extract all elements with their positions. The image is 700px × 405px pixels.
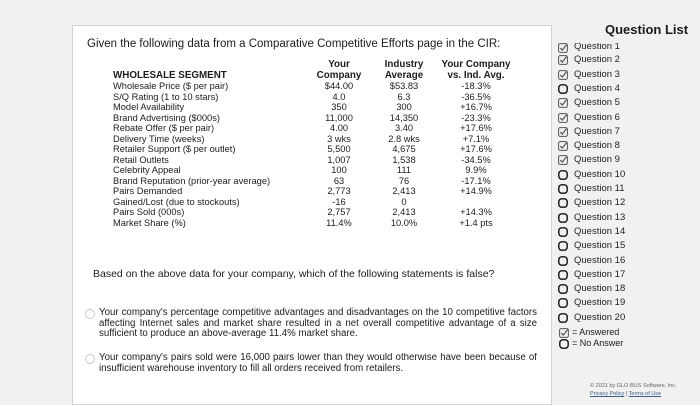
- vs-industry-value: 9.9%: [465, 165, 487, 175]
- row-label: Delivery Time (weeks): [113, 133, 205, 144]
- table-row: [113, 144, 511, 155]
- checkbox-check-icon: [558, 127, 568, 137]
- question-list-item[interactable]: [556, 282, 625, 296]
- circle-icon: [558, 256, 568, 266]
- header-average: Average: [384, 69, 424, 81]
- row-label: Retailer Support ($ per outlet): [113, 144, 236, 154]
- radio-button[interactable]: [85, 309, 95, 319]
- copyright-text: © 2021 by GLO-BUS Software, Inc.: [590, 383, 677, 389]
- table-row: [113, 92, 511, 103]
- your-company-value: 2,757: [327, 207, 351, 217]
- question-list-item[interactable]: [556, 53, 620, 67]
- circle-icon: [558, 84, 568, 94]
- header-vs-ind-avg: vs. Ind. Avg.: [447, 69, 505, 81]
- header-your-company: Your Company: [441, 59, 511, 70]
- industry-average-value: 2,413: [392, 207, 416, 217]
- industry-average-value: 1,538: [392, 154, 416, 165]
- vs-industry-value: +1.4 pts: [459, 217, 493, 228]
- checkbox-check-icon: [558, 43, 568, 53]
- question-list-label: Question 17: [574, 268, 626, 280]
- question-list-item[interactable]: [556, 239, 625, 253]
- industry-average-value: 76: [398, 175, 410, 186]
- your-company-value: 350: [331, 102, 347, 112]
- answer-text: Your company's percentage competitive advantages and disadvantages on the 10 competitive factors affecting Internet sales and market share resulted in a net overall competitive advantage of a size sufficient to produce an above-average 11.4% market share.: [99, 307, 537, 339]
- industry-average-value: 2.8 wks: [388, 133, 420, 144]
- circle-icon: [558, 184, 568, 194]
- vs-industry-value: -23.3%: [461, 112, 491, 123]
- table-row: [113, 207, 511, 218]
- row-label: Market Share (%): [113, 217, 186, 228]
- question-list-label: Question 9: [574, 154, 620, 166]
- circle-icon: [558, 198, 568, 208]
- terms-of-use-link[interactable]: Terms of Use: [628, 391, 662, 397]
- table-header-row: [113, 71, 511, 82]
- question-panel: [72, 25, 552, 405]
- table-row: [113, 218, 511, 229]
- answer-option-2[interactable]: [85, 353, 537, 377]
- vs-industry-value: -34.5%: [461, 154, 491, 165]
- header-industry: Industry: [384, 59, 424, 70]
- your-company-value: 1,007: [327, 154, 351, 165]
- checkbox-check-icon: [559, 328, 569, 338]
- legend-answered-label: = Answered: [572, 327, 620, 337]
- question-list-label: Question 8: [574, 140, 620, 152]
- question-list-label: Question 5: [574, 97, 620, 109]
- circle-icon: [558, 227, 568, 237]
- circle-icon: [558, 270, 568, 280]
- question-list-label: Question 2: [574, 54, 620, 66]
- question-list-item[interactable]: [556, 311, 625, 325]
- question-list-label: Question 7: [574, 125, 620, 137]
- status-legend: [559, 327, 623, 349]
- question-list-item[interactable]: [556, 43, 620, 53]
- circle-icon: [558, 241, 568, 251]
- circle-icon: [558, 213, 568, 223]
- table-row: [113, 155, 511, 166]
- industry-average-value: 14,350: [389, 112, 419, 123]
- table-row: [113, 165, 511, 176]
- question-list-item[interactable]: [556, 68, 620, 82]
- question-list-item[interactable]: [556, 82, 620, 96]
- industry-average-value: 6.3: [397, 91, 411, 102]
- vs-industry-value: +17.6%: [460, 144, 492, 154]
- table-header-row: [113, 60, 511, 71]
- circle-icon: [558, 284, 568, 294]
- checkbox-check-icon: [558, 55, 568, 65]
- legend-unanswered-label: = No Answer: [572, 338, 624, 348]
- vs-industry-value: +17.6%: [460, 123, 492, 133]
- your-company-value: 11.4%: [326, 217, 352, 228]
- header-blank: [113, 60, 311, 71]
- question-list-item[interactable]: [556, 168, 625, 182]
- your-company-value: 100: [331, 165, 347, 175]
- question-list-label: Question 4: [574, 82, 620, 94]
- your-company-value: 11,000: [325, 112, 353, 123]
- question-list-label: Question 3: [574, 68, 620, 80]
- table-row: [113, 81, 511, 92]
- industry-average-value: 0: [401, 196, 407, 207]
- header-your: Your: [328, 59, 350, 70]
- question-list-label: Question 13: [574, 211, 626, 223]
- your-company-value: 4.0: [332, 91, 346, 102]
- vs-industry-value: +14.3%: [460, 207, 492, 217]
- question-list-label: Question 10: [574, 168, 626, 180]
- cir-data-table: [113, 60, 511, 228]
- question-text: Based on the above data for your company, which of the following statements is false?: [93, 268, 495, 280]
- table-row: [113, 186, 511, 197]
- question-list-item[interactable]: [556, 296, 625, 310]
- question-list-item[interactable]: [556, 139, 620, 153]
- vs-industry-value: +14.9%: [460, 186, 492, 196]
- your-company-value: 5,500: [327, 144, 351, 154]
- answer-option-1[interactable]: [85, 308, 537, 340]
- table-row: [113, 176, 511, 187]
- table-row: [113, 134, 511, 145]
- vs-industry-value: +16.7%: [460, 102, 492, 112]
- legend-unanswered: [559, 338, 623, 349]
- checkbox-check-icon: [558, 113, 568, 123]
- row-label: Brand Advertising ($000s): [113, 112, 220, 123]
- question-list-item[interactable]: [556, 254, 625, 268]
- circle-icon: [558, 313, 568, 323]
- header-company: Company: [316, 69, 362, 81]
- question-list-label: Question 11: [574, 183, 625, 194]
- row-label: S/Q Rating (1 to 10 stars): [113, 91, 219, 102]
- table-row: [113, 123, 511, 134]
- question-list-item[interactable]: [556, 96, 620, 110]
- industry-average-value: 4,675: [392, 144, 416, 154]
- question-list-item[interactable]: [556, 182, 625, 196]
- checkbox-check-icon: [558, 155, 568, 165]
- question-list-item[interactable]: [556, 268, 625, 282]
- question-list-label: Question 14: [574, 225, 626, 237]
- question-list-item[interactable]: [556, 111, 620, 125]
- question-list-item[interactable]: [556, 196, 625, 210]
- question-list-item[interactable]: [556, 153, 620, 167]
- vs-industry-value: -18.3%: [461, 81, 491, 91]
- circle-icon: [559, 339, 569, 349]
- question-list-label: Question 12: [574, 197, 626, 209]
- industry-average-value: 3.40: [394, 123, 414, 133]
- industry-average-value: 10.0%: [390, 217, 418, 228]
- privacy-policy-link[interactable]: Privacy Policy: [590, 391, 625, 397]
- table-row: [113, 102, 511, 113]
- industry-average-value: 2,413: [392, 186, 416, 196]
- question-list-label: Question 6: [574, 111, 620, 123]
- table-row: [113, 113, 511, 124]
- your-company-value: 4.00: [329, 123, 349, 133]
- circle-icon: [558, 170, 568, 180]
- row-label: Retail Outlets: [113, 154, 169, 165]
- row-label: Brand Reputation (prior-year average): [113, 175, 271, 186]
- footer-separator: |: [625, 391, 628, 397]
- checkbox-check-icon: [558, 70, 568, 80]
- question-list-item[interactable]: [556, 225, 625, 239]
- industry-average-value: $53.83: [389, 81, 419, 91]
- answer-text: Your company's pairs sold were 16,000 pairs lower than they would otherwise have been because of insufficient warehouse inventory to fill all orders received from retailers.: [99, 353, 537, 374]
- row-label: Gained/Lost (due to stockouts): [113, 196, 240, 207]
- vs-industry-value: -36.5%: [461, 91, 491, 102]
- row-label: Wholesale Price ($ per pair): [113, 81, 229, 91]
- your-company-value: -16: [332, 196, 346, 207]
- your-company-value: 2,773: [327, 186, 351, 196]
- question-list-label: Question 18: [574, 283, 626, 295]
- row-label: Rebate Offer ($ per pair): [113, 123, 215, 133]
- table-row: [113, 197, 511, 208]
- question-prompt: Given the following data from a Comparative Competitive Efforts page in the CIR:: [87, 38, 501, 50]
- question-list-title: Question List: [605, 22, 689, 37]
- row-label: Model Availability: [113, 102, 185, 112]
- question-list-label: Question 19: [574, 297, 626, 309]
- question-list-label: Question 15: [574, 240, 626, 252]
- row-label: Pairs Sold (000s): [113, 207, 185, 217]
- question-list-item[interactable]: [556, 125, 620, 139]
- radio-button[interactable]: [85, 354, 95, 364]
- checkbox-check-icon: [558, 141, 568, 151]
- industry-average-value: 300: [396, 102, 412, 112]
- vs-industry-value: -17.1%: [461, 175, 491, 186]
- row-label: Celebrity Appeal: [113, 165, 181, 175]
- legend-answered: [559, 327, 623, 338]
- footer: [590, 382, 677, 398]
- your-company-value: 63: [333, 175, 345, 186]
- row-label: Pairs Demanded: [113, 186, 183, 196]
- circle-icon: [558, 298, 568, 308]
- header-segment: WHOLESALE SEGMENT: [113, 69, 227, 81]
- vs-industry-value: [441, 197, 511, 208]
- your-company-value: 3 wks: [327, 133, 351, 144]
- checkbox-check-icon: [558, 98, 568, 108]
- vs-industry-value: +7.1%: [462, 133, 490, 144]
- question-list-label: Question 16: [574, 254, 626, 266]
- question-list-label: Question 1: [574, 43, 620, 52]
- question-list-item[interactable]: [556, 211, 625, 225]
- question-list-label: Question 20: [574, 311, 626, 323]
- industry-average-value: 111: [396, 165, 412, 175]
- your-company-value: $44.00: [324, 81, 354, 91]
